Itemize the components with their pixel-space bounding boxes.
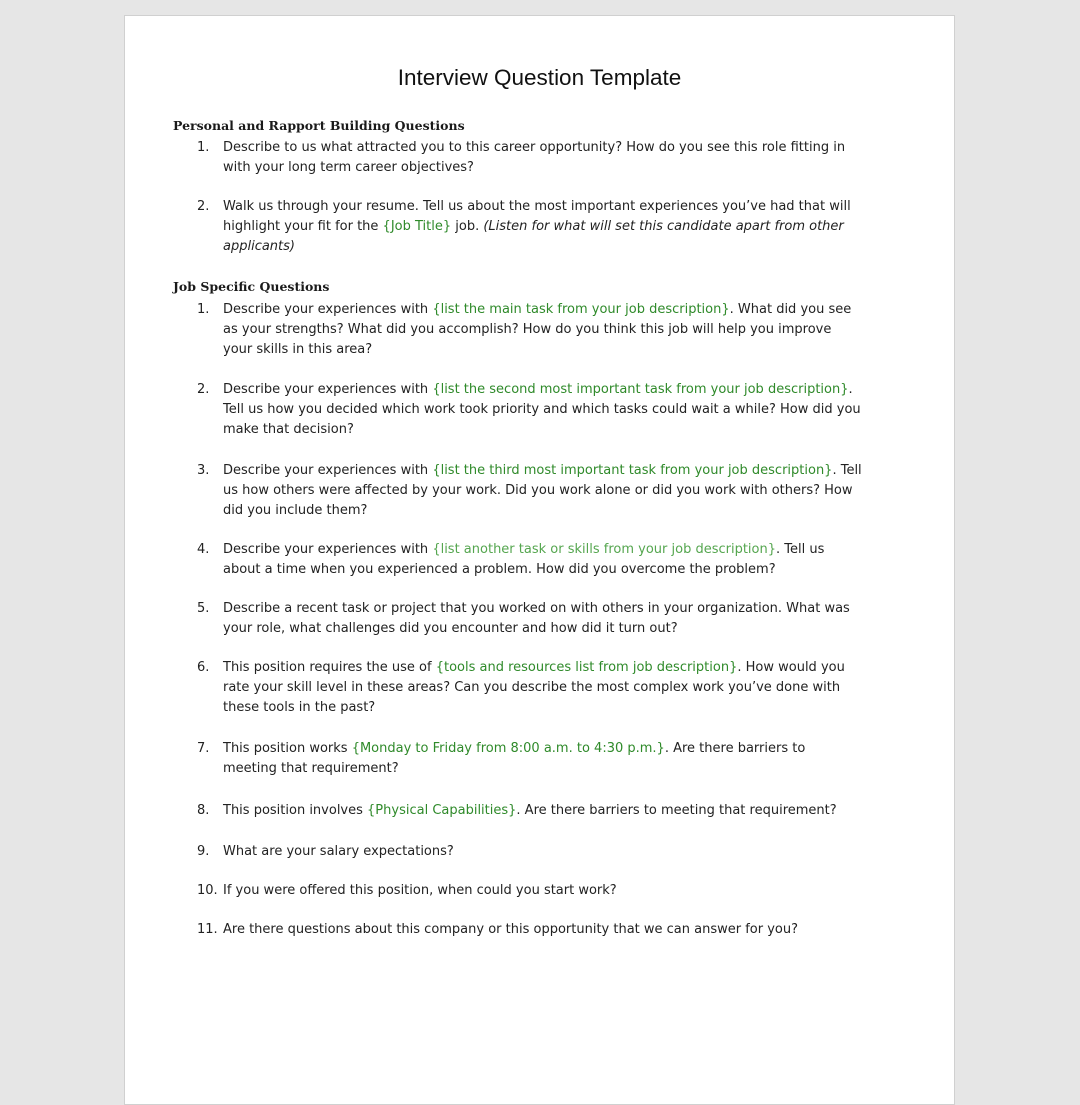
list-item: [197, 801, 863, 821]
list-item: [197, 739, 863, 779]
section-heading-personal: Personal and Rapport Building Questions: [173, 118, 465, 133]
question-text: Describe your experiences with {list the second most important task from your job description}. Tell us how you decided which work took priority and which tasks could wait a while? How did you make that decision?: [223, 382, 861, 437]
placeholder-text: {list another task or skills from your job description}: [432, 542, 776, 557]
list-item: [197, 197, 863, 257]
question-text: Walk us through your resume. Tell us about the most important experiences you’ve had that will highlight your fit for the {Job Title} job. (Listen for what will set this candidate apart from other applicants): [223, 199, 851, 254]
question-text: This position requires the use of {tools and resources list from job description}. How would you rate your skill level in these areas? Can you describe the most complex work you’ve done with these tools in the past?: [223, 660, 845, 715]
question-text: Describe to us what attracted you to this career opportunity? How do you see this role fitting in with your long term career objectives?: [223, 140, 846, 175]
item-number: 3.: [197, 463, 210, 478]
list-item: [197, 461, 863, 521]
list-item: [197, 599, 863, 639]
placeholder-text: {list the third most important task from your job description}: [432, 463, 833, 478]
question-text: Describe your experiences with {list another task or skills from your job description}. Tell us about a time when you experienced a problem. How did you overcome the problem?: [223, 542, 825, 577]
interviewer-note: (Listen for what will set this candidate apart from other applicants): [223, 219, 844, 254]
list-item: [197, 540, 863, 580]
item-number: 1.: [197, 302, 210, 317]
question-text: Are there questions about this company or this opportunity that we can answer for you?: [223, 922, 799, 937]
placeholder-text: {tools and resources list from job description}: [435, 660, 738, 675]
question-text: Describe a recent task or project that you worked on with others in your organization. What was your role, what challenges did you encounter and how did it turn out?: [223, 601, 850, 636]
placeholder-text: {list the second most important task from your job description}: [432, 382, 849, 397]
question-text: This position works {Monday to Friday from 8:00 a.m. to 4:30 p.m.}. Are there barriers to meeting that requirement?: [223, 741, 806, 776]
list-item: [197, 881, 863, 901]
item-number: 8.: [197, 803, 210, 818]
list-item: [197, 300, 863, 360]
item-number: 4.: [197, 542, 210, 557]
placeholder-text: {Monday to Friday from 8:00 a.m. to 4:30 p.m.}: [351, 741, 665, 756]
list-item: [197, 138, 863, 178]
placeholder-text: {list the main task from your job description}: [432, 302, 730, 317]
placeholder-text: {Job Title}: [382, 219, 452, 234]
page-title: Interview Question Template: [397, 65, 682, 90]
question-text: If you were offered this position, when could you start work?: [223, 883, 617, 898]
placeholder-text: {Physical Capabilities}: [367, 803, 517, 818]
list-item: [197, 920, 863, 940]
question-text: Describe your experiences with {list the main task from your job description}. What did you see as your strengths? What did you accomplish? How do you think this job will help you improve your skills in this area?: [223, 302, 852, 357]
question-text: What are your salary expectations?: [223, 844, 454, 859]
list-item: [197, 658, 863, 718]
document-page: [124, 15, 955, 1105]
question-text: This position involves {Physical Capabilities}. Are there barriers to meeting that requirement?: [223, 803, 837, 818]
item-number: 2.: [197, 382, 210, 397]
item-number: 7.: [197, 741, 210, 756]
item-number: 1.: [197, 140, 210, 155]
question-text: Describe your experiences with {list the third most important task from your job description}. Tell us how others were affected by your work. Did you work alone or did you work with others? How did you include them?: [223, 463, 862, 518]
item-number: 6.: [197, 660, 210, 675]
item-number: 11.: [197, 922, 218, 937]
section-heading-job: Job Specific Questions: [173, 279, 330, 294]
list-item: [197, 842, 863, 862]
item-number: 5.: [197, 601, 210, 616]
list-item: [197, 380, 863, 440]
item-number: 9.: [197, 844, 210, 859]
item-number: 10.: [197, 883, 218, 898]
item-number: 2.: [197, 199, 210, 214]
